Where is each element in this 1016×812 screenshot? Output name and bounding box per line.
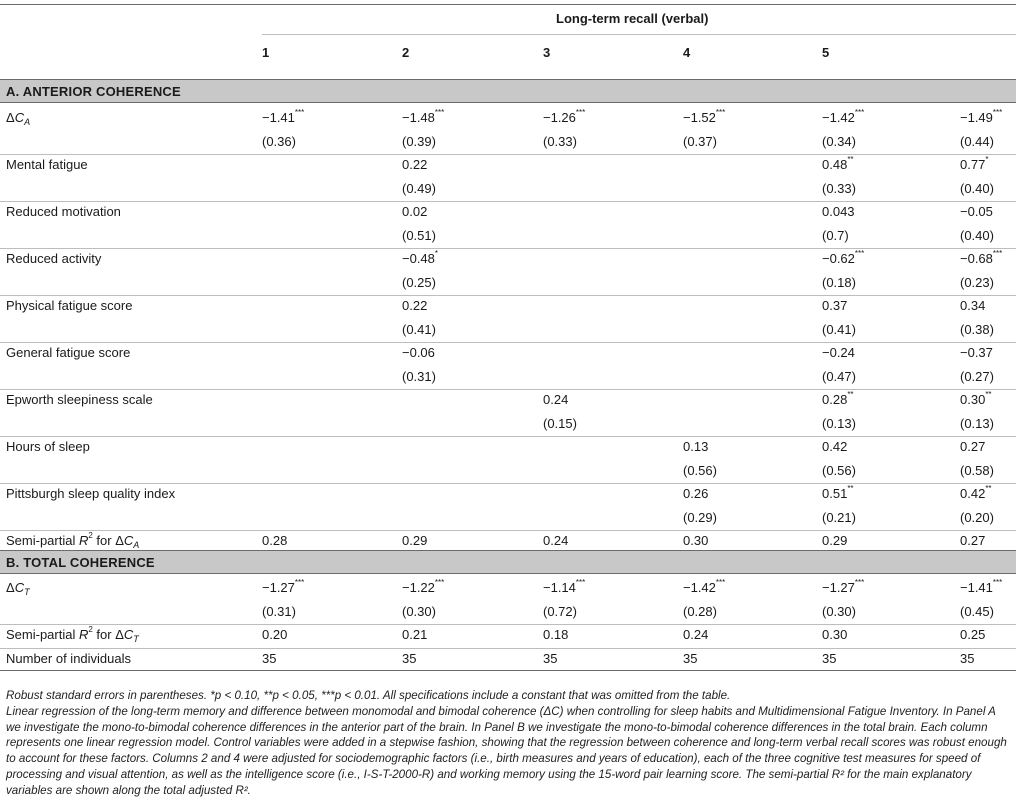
row-label-delta-ct (6, 580, 30, 597)
coef-cell (822, 580, 864, 596)
label-mid: for (92, 533, 116, 548)
row-label-n: Number of individuals (6, 650, 132, 666)
significance-stars: * (434, 249, 439, 258)
label-c: C (14, 580, 25, 595)
coef-value: −1.22 (402, 580, 435, 595)
se-cell: (0.7) (822, 227, 849, 243)
row-divider (0, 624, 1016, 625)
coef-value: −1.41 (960, 580, 993, 595)
label-r: R (78, 533, 89, 548)
coef-value: 0.13 (683, 439, 709, 454)
coef-value: 0.28 (822, 392, 848, 407)
group-header-rule (262, 34, 1016, 35)
row-divider (0, 295, 1016, 296)
se-cell: (0.27) (960, 368, 994, 384)
significance-stars: ** (985, 484, 992, 493)
n-value: 35 (262, 650, 277, 666)
table-top-rule (0, 4, 1016, 5)
label-r-sup: 2 (88, 625, 93, 634)
coef-value: 0.26 (683, 486, 709, 501)
se-cell: (0.21) (822, 509, 856, 525)
label-prefix: Semi-partial (6, 627, 79, 642)
label-delta: Δ (115, 533, 124, 548)
panel-b-band (0, 551, 1016, 573)
coef-value: 0.77 (960, 157, 986, 172)
coef-value: 0.30 (960, 392, 986, 407)
coef-cell (402, 345, 435, 361)
coef-cell (960, 204, 993, 220)
significance-stars: *** (854, 108, 865, 117)
significance-stars: ** (847, 390, 854, 399)
coef-cell (822, 251, 864, 267)
significance-stars: *** (294, 578, 305, 587)
se-cell: (0.31) (402, 368, 436, 384)
se-cell: (0.13) (822, 415, 856, 431)
se-cell: (0.34) (822, 133, 856, 149)
column-header-5: 5 (822, 45, 830, 60)
coef-cell (960, 110, 1002, 126)
group-header-title: Long-term recall (verbal) (556, 11, 709, 26)
row-label-r2-b (6, 627, 139, 644)
se-cell: (0.15) (543, 415, 577, 431)
significance-stars: *** (854, 249, 865, 258)
r2-value: 0.18 (543, 627, 569, 642)
coef-cell (683, 439, 708, 455)
coef-cell (402, 110, 444, 126)
se-cell: (0.56) (683, 462, 717, 478)
se-cell: (0.47) (822, 368, 856, 384)
r2-value: 0.25 (960, 627, 986, 642)
row-divider (0, 483, 1016, 484)
coef-value: −1.26 (543, 110, 576, 125)
r2-value: 0.20 (262, 627, 288, 642)
coef-cell (683, 110, 725, 126)
n-value: 35 (543, 650, 558, 666)
coef-value: −0.06 (402, 345, 435, 360)
se-cell: (0.18) (822, 274, 856, 290)
column-header-1: 1 (262, 45, 270, 60)
se-cell: (0.49) (402, 180, 436, 196)
se-cell: (0.30) (402, 603, 436, 619)
coef-value: −1.49 (960, 110, 993, 125)
se-cell: (0.41) (402, 321, 436, 337)
note-significance: Robust standard errors in parentheses. *p < 0.10, **p < 0.05, ***p < 0.01. All specifications include a constant that was omitted from the table. (6, 689, 731, 702)
coef-cell (960, 580, 1002, 596)
coef-value: 0.51 (822, 486, 848, 501)
label-delta: Δ (115, 627, 124, 642)
row-label: Reduced activity (6, 251, 102, 266)
coef-cell (402, 251, 438, 267)
coef-cell (960, 439, 985, 455)
panel-b-title: B. TOTAL COHERENCE (6, 555, 155, 570)
note-description: Linear regression of the long-term memory and difference between monomodal and bimodal coherence (ΔC) when controlling for sleep habits and Multidimensional Fatigue Inventory. In Panel A we investigate the mono-to-bimodal coherence differences in the anterior part of the brain. In Panel B we investigate the mono-to-bimodal coherence differences in the total brain. Each column represents one linear regression model. Control variables were added in a stepwise fashion, showing that the regression between coherence and long-term verbal recall scores was robust enough to account for these factors. Columns 2 and 4 were adjusted for sociodemographic factors (i.e., birth measures and years of education), each of the three cognitive test measures for speed of processing and visual attention, as well as the intelligence score (i.e., I-S-T-2000-R) and working memory using the 15-word pair learning score. The semi-partial R² for the main explanatory variables are shown along the total adjusted R². (6, 704, 1007, 797)
coef-value: −1.14 (543, 580, 576, 595)
significance-stars: *** (575, 578, 586, 587)
label-mid: for (92, 627, 116, 642)
coef-value: −1.48 (402, 110, 435, 125)
n-value: 35 (402, 650, 417, 666)
row-divider (0, 342, 1016, 343)
column-header-3: 3 (543, 45, 551, 60)
coef-cell (262, 110, 304, 126)
significance-stars: *** (715, 108, 726, 117)
significance-stars: ** (847, 484, 854, 493)
significance-stars: *** (992, 578, 1003, 587)
label-prefix: Semi-partial (6, 533, 79, 548)
panel-b-top-rule (0, 573, 1016, 574)
coef-cell (402, 157, 427, 173)
r2-value: 0.29 (402, 533, 428, 548)
coef-value: 0.42 (960, 486, 986, 501)
se-cell: (0.37) (683, 133, 717, 149)
label-r: R (78, 627, 89, 642)
coef-cell (960, 345, 993, 361)
row-label: Mental fatigue (6, 157, 88, 172)
r2-value: 0.24 (683, 627, 709, 642)
coef-value: 0.22 (402, 298, 428, 313)
se-cell: (0.38) (960, 321, 994, 337)
se-cell: (0.40) (960, 180, 994, 196)
label-sub: A (24, 117, 31, 127)
coef-value: −0.05 (960, 204, 993, 219)
label-c: C (123, 533, 134, 548)
coef-cell (960, 392, 992, 408)
row-label: Physical fatigue score (6, 298, 133, 313)
coef-cell (543, 110, 585, 126)
coef-value: −0.24 (822, 345, 855, 360)
se-cell: (0.20) (960, 509, 994, 525)
label-r-sup: 2 (88, 531, 93, 540)
se-cell: (0.28) (683, 603, 717, 619)
coef-value: −0.48 (402, 251, 435, 266)
coef-value: 0.37 (822, 298, 848, 313)
coef-cell (960, 486, 992, 502)
coef-value: 0.48 (822, 157, 848, 172)
se-cell: (0.30) (822, 603, 856, 619)
significance-stars: *** (992, 249, 1003, 258)
coef-value: −0.37 (960, 345, 993, 360)
significance-stars: * (985, 155, 989, 164)
coef-cell (822, 110, 864, 126)
r2-value: 0.30 (822, 627, 848, 642)
coef-value: 0.24 (543, 392, 569, 407)
coef-value: 0.02 (402, 204, 428, 219)
se-cell: (0.44) (960, 133, 994, 149)
label-sub: T (133, 634, 139, 644)
r2-value: 0.28 (262, 533, 288, 548)
coef-cell (822, 392, 854, 408)
significance-stars: ** (985, 390, 992, 399)
r2-value: 0.27 (960, 533, 986, 548)
se-cell: (0.72) (543, 603, 577, 619)
se-cell: (0.13) (960, 415, 994, 431)
coef-cell (262, 580, 304, 596)
significance-stars: *** (434, 578, 445, 587)
coef-cell (822, 157, 854, 173)
significance-stars: *** (434, 108, 445, 117)
coef-cell (960, 298, 985, 314)
coef-cell (960, 251, 1002, 267)
panel-a-title: A. ANTERIOR COHERENCE (6, 84, 181, 99)
row-label: Hours of sleep (6, 439, 90, 454)
coef-cell (683, 486, 708, 502)
label-c: C (14, 110, 25, 125)
label-delta: Δ (6, 110, 15, 125)
coef-cell (822, 345, 855, 361)
se-cell: (0.23) (960, 274, 994, 290)
se-cell: (0.29) (683, 509, 717, 525)
se-cell: (0.33) (822, 180, 856, 196)
coef-value: −1.42 (683, 580, 716, 595)
coef-value: −1.27 (262, 580, 295, 595)
coef-cell (822, 204, 855, 220)
row-divider (0, 201, 1016, 202)
coef-cell (402, 204, 427, 220)
coef-value: 0.043 (822, 204, 855, 219)
column-header-4: 4 (683, 45, 691, 60)
coef-cell (822, 486, 854, 502)
panel-a-top-rule (0, 102, 1016, 103)
label-sub: T (24, 587, 30, 597)
se-cell: (0.56) (822, 462, 856, 478)
se-cell: (0.31) (262, 603, 296, 619)
coef-cell (402, 580, 444, 596)
row-divider (0, 648, 1016, 649)
significance-stars: *** (854, 578, 865, 587)
r2-value: 0.24 (543, 533, 569, 548)
n-value: 35 (822, 650, 837, 666)
coef-value: −1.52 (683, 110, 716, 125)
coef-value: 0.22 (402, 157, 428, 172)
panel-a-band (0, 80, 1016, 102)
r2-value: 0.29 (822, 533, 848, 548)
coef-cell (402, 298, 427, 314)
significance-stars: *** (715, 578, 726, 587)
se-cell: (0.25) (402, 274, 436, 290)
coef-value: 0.34 (960, 298, 986, 313)
coef-value: −1.41 (262, 110, 295, 125)
coef-cell (543, 392, 568, 408)
label-sub: A (133, 540, 140, 550)
se-cell: (0.36) (262, 133, 296, 149)
coef-cell (960, 157, 988, 173)
row-label: Pittsburgh sleep quality index (6, 486, 176, 501)
row-divider (0, 389, 1016, 390)
row-label-delta-ca (6, 110, 30, 127)
se-cell: (0.40) (960, 227, 994, 243)
se-cell: (0.58) (960, 462, 994, 478)
row-divider (0, 530, 1016, 531)
label-c: C (123, 627, 134, 642)
coef-value: −0.62 (822, 251, 855, 266)
significance-stars: *** (992, 108, 1003, 117)
coef-value: 0.27 (960, 439, 986, 454)
se-cell: (0.39) (402, 133, 436, 149)
coef-cell (683, 580, 725, 596)
se-cell: (0.45) (960, 603, 994, 619)
row-divider (0, 436, 1016, 437)
row-label: Epworth sleepiness scale (6, 392, 153, 407)
row-divider (0, 154, 1016, 155)
r2-value: 0.21 (402, 627, 428, 642)
row-label: Reduced motivation (6, 204, 121, 219)
coef-value: −1.42 (822, 110, 855, 125)
row-label-r2-a (6, 533, 139, 550)
se-cell: (0.33) (543, 133, 577, 149)
significance-stars: ** (847, 155, 854, 164)
significance-stars: *** (294, 108, 305, 117)
se-cell: (0.41) (822, 321, 856, 337)
label-delta: Δ (6, 580, 15, 595)
coef-cell (822, 298, 847, 314)
coef-cell (822, 439, 847, 455)
table-notes (6, 688, 1010, 799)
row-label: General fatigue score (6, 345, 131, 360)
coef-value: −1.27 (822, 580, 855, 595)
significance-stars: *** (575, 108, 586, 117)
coef-value: −0.68 (960, 251, 993, 266)
n-value: 35 (683, 650, 698, 666)
coef-cell (543, 580, 585, 596)
coef-value: 0.42 (822, 439, 848, 454)
r2-value: 0.30 (683, 533, 709, 548)
n-value: 35 (960, 650, 975, 666)
se-cell: (0.51) (402, 227, 436, 243)
column-header-2: 2 (402, 45, 410, 60)
table-bottom-rule (0, 670, 1016, 671)
